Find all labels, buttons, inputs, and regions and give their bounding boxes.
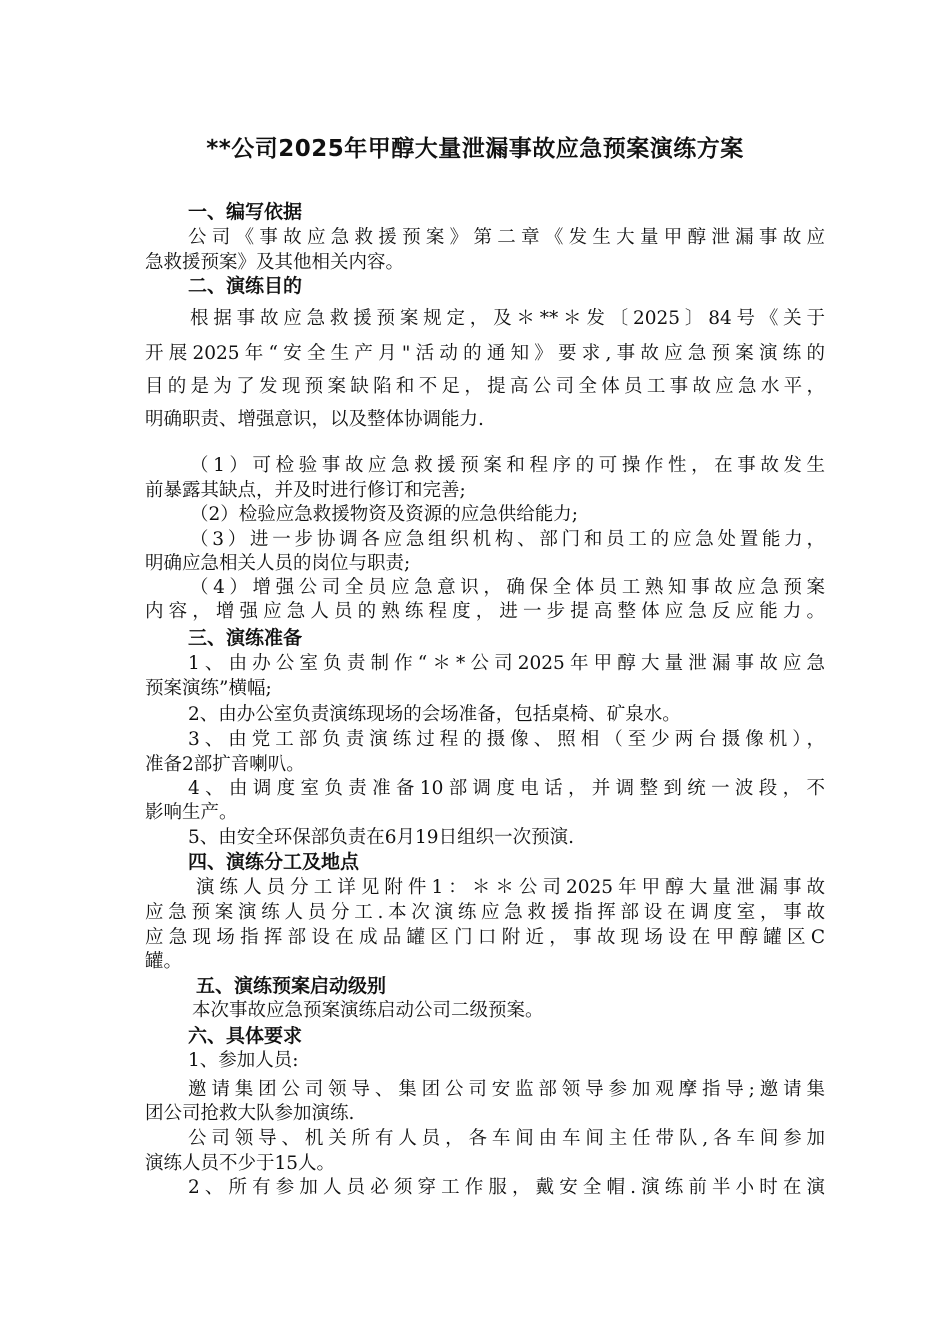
body-line: 急救援预案》及其他相关内容。 [145, 252, 405, 273]
body-line: 2、由办公室负责演练现场的会场准备，包括桌椅、矿泉水。 [188, 704, 681, 725]
body-line: 明确职责、增强意识，以及整体协调能力. [145, 409, 484, 430]
body-line: 演练人员不少于15人。 [145, 1153, 336, 1174]
body-line: 前暴露其缺点，并及时进行修订和完善; [145, 480, 466, 501]
section-heading-level: 五、演练预案启动级别 [196, 975, 387, 997]
section-heading-division: 四、演练分工及地点 [188, 851, 360, 873]
body-line: 开展2025年“安全生产月"活动的通知》要求,事故应急预案演练的 [145, 343, 825, 364]
body-line: 明确应急相关人员的岗位与职责; [145, 553, 411, 574]
body-line: 内容，增强应急人员的熟练程度，进一步提高整体应急反应能力。 [145, 601, 825, 622]
body-line: 准备2部扩音喇叭。 [145, 754, 305, 775]
body-line: 1、由办公室负责制作“＊*公司2025年甲醇大量泄漏事故应急 [188, 653, 825, 674]
body-line: 罐。 [145, 951, 183, 972]
body-line: 公司《事故应急救援预案》第二章《发生大量甲醇泄漏事故应 [188, 227, 825, 248]
section-heading-requirements: 六、具体要求 [188, 1025, 303, 1047]
body-line: 2、所有参加人员必须穿工作服，戴安全帽.演练前半小时在演 [188, 1177, 825, 1198]
body-line: （2）检验应急救援物资及资源的应急供给能力; [190, 504, 579, 525]
body-line: 公司领导、机关所有人员，各车间由车间主任带队,各车间参加 [188, 1128, 825, 1149]
body-line: （3）进一步协调各应急组织机构、部门和员工的应急处置能力， [190, 529, 825, 550]
body-line: 演练人员分工详见附件1：＊＊公司2025年甲醇大量泄漏事故 [196, 877, 825, 898]
section-heading-basis: 一、编写依据 [188, 201, 303, 223]
body-line: 3、由党工部负责演练过程的摄像、照相（至少两台摄像机）， [188, 729, 825, 750]
body-line: 应急现场指挥部设在成品罐区门口附近，事故现场设在甲醇罐区C [145, 927, 825, 948]
body-line: 邀请集团公司领导、集团公司安监部领导参加观摩指导;邀请集 [188, 1079, 825, 1100]
section-heading-preparation: 三、演练准备 [188, 627, 303, 649]
body-line: （1）可检验事故应急救援预案和程序的可操作性，在事故发生 [190, 455, 825, 476]
body-line: 影响生产。 [145, 802, 238, 823]
body-line: 1、参加人员: [188, 1050, 299, 1071]
body-line: 4、由调度室负责准备10部调度电话，并调整到统一波段，不 [188, 778, 825, 799]
body-line: 预案演练”横幅; [145, 678, 272, 699]
body-line: （4）增强公司全员应急意识，确保全体员工熟知事故应急预案 [190, 577, 825, 598]
body-line: 应急预案演练人员分工.本次演练应急救援指挥部设在调度室，事故 [145, 902, 825, 923]
body-line: 目的是为了发现预案缺陷和不足，提高公司全体员工事故应急水平， [145, 376, 825, 397]
document-title: **公司2025年甲醇大量泄漏事故应急预案演练方案 [206, 136, 744, 162]
section-heading-purpose: 二、演练目的 [188, 275, 303, 297]
body-line: 团公司抢救大队参加演练. [145, 1103, 355, 1124]
body-line: 根据事故应急救援预案规定，及＊**＊发〔2025〕84号《关于 [190, 308, 825, 329]
body-line: 本次事故应急预案演练启动公司二级预案。 [192, 1000, 544, 1021]
body-line: 5、由安全环保部负责在6月19日组织一次预演. [188, 827, 574, 848]
